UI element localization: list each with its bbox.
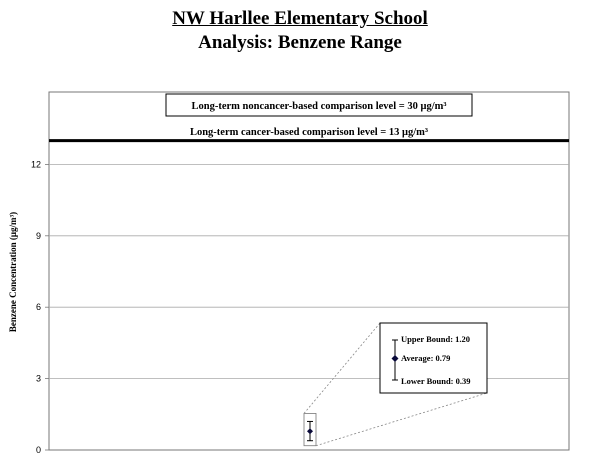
- upper-bound-label: Upper Bound: 1.20: [401, 334, 471, 344]
- plot-area: [49, 92, 569, 450]
- y-axis-label: Benzene Concentration (μg/m³): [8, 211, 18, 333]
- cancer-comparison-label: Long-term cancer-based comparison level = 13 μg/m³: [189, 127, 429, 138]
- y-tick-label: 0: [35, 445, 41, 455]
- average-point: [307, 428, 313, 434]
- gridlines: [49, 164, 569, 378]
- y-axis-ticks: [31, 159, 49, 455]
- chart-title: NW Harllee Elementary School: [172, 8, 428, 29]
- y-tick-label: 9: [35, 230, 41, 241]
- y-tick-label: 12: [30, 159, 41, 170]
- y-tick-label: 3: [35, 373, 41, 384]
- noncancer-comparison-label: Long-term noncancer-based comparison level = 30 μg/m³: [191, 101, 447, 112]
- y-tick-label: 6: [35, 302, 41, 313]
- callout-connector-top: [304, 323, 380, 413]
- callout-connector-bottom: [316, 393, 487, 446]
- lower-bound-label: Lower Bound: 0.39: [401, 376, 471, 386]
- chart-subtitle: Analysis: Benzene Range: [198, 32, 402, 53]
- average-label: Average: 0.79: [401, 353, 451, 363]
